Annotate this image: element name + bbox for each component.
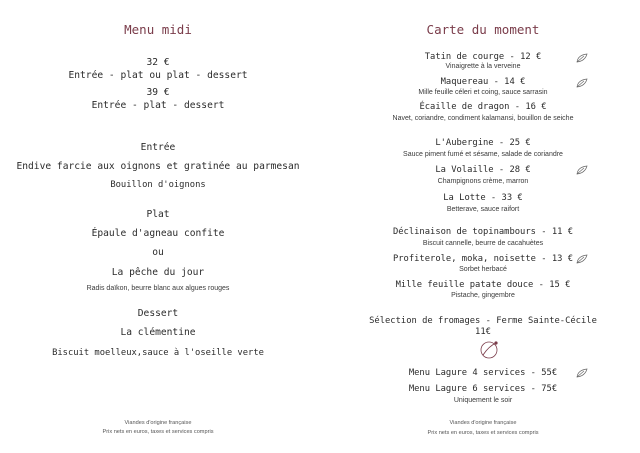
leaf-icon xyxy=(576,78,588,88)
footer-origin: Viandes d'origine française xyxy=(449,420,517,426)
menu-midi-column xyxy=(0,0,316,453)
plat-dish-2-desc: Radis daïkon, beurre blanc aux algues rouges xyxy=(86,285,230,292)
carte-item-desc: Betterave, sauce raifort xyxy=(446,206,520,213)
carte-item-name: Profiterole, moka, noisette - 13 € xyxy=(392,254,574,264)
footer-origin: Viandes d'origine française xyxy=(124,420,192,426)
carte-item-desc: Biscuit cannelle, beurre de cacahuètes xyxy=(422,240,544,247)
carte-item-name: L'Aubergine - 25 € xyxy=(435,138,531,148)
dessert-heading: Dessert xyxy=(137,308,179,319)
formula-b-label: Entrée - plat - dessert xyxy=(91,100,225,111)
plat-heading: Plat xyxy=(146,209,170,220)
carte-item-name: Tatin de courge - 12 € xyxy=(424,52,542,62)
carte-item-desc: Navet, coriandre, condiment kalamansi, bouillon de seiche xyxy=(392,115,574,122)
menu-midi-title: Menu midi xyxy=(124,22,192,37)
entree-heading: Entrée xyxy=(140,142,176,153)
leaf-icon xyxy=(576,165,588,175)
entree-dish: Endive farcie aux oignons et gratinée au parmesan xyxy=(16,161,300,172)
formula-a-price: 32 € xyxy=(146,57,170,68)
formula-a-label: Entrée - plat ou plat - dessert xyxy=(68,70,248,81)
menu-4-services: Menu Lagure 4 services - 55€ xyxy=(408,368,558,378)
carte-item-desc: Vinaigrette à la verveine xyxy=(445,63,521,70)
carte-item-desc: Mille feuille céleri et coing, sauce sarrasin xyxy=(418,89,548,96)
restaurant-logo-icon xyxy=(478,338,502,360)
leaf-icon xyxy=(576,53,588,63)
entree-side: Bouillon d'oignons xyxy=(110,180,206,190)
carte-item-name: Écaille de dragon - 16 € xyxy=(419,102,547,112)
carte-column xyxy=(326,0,640,453)
carte-item-name: La Volaille - 28 € xyxy=(435,165,531,175)
carte-item-name: Mille feuille patate douce - 15 € xyxy=(395,280,571,290)
carte-item-desc: Pistache, gingembre xyxy=(451,292,515,299)
leaf-icon xyxy=(576,254,588,264)
cheese-price: 11€ xyxy=(475,327,491,337)
formula-b-price: 39 € xyxy=(146,87,170,98)
cheese-selection: Sélection de fromages - Ferme Sainte-Cécile xyxy=(369,316,597,326)
plat-dish-2: La pêche du jour xyxy=(111,267,205,278)
leaf-icon xyxy=(576,368,588,378)
carte-title: Carte du moment xyxy=(426,22,540,37)
footer-prices: Prix nets en euros, taxes et services compris xyxy=(427,430,539,436)
carte-item-name: La Lotte - 33 € xyxy=(443,193,523,203)
dessert-dish: La clémentine xyxy=(120,327,196,338)
plat-or: ou xyxy=(152,247,164,258)
dessert-desc: Biscuit moelleux,sauce à l'oseille verte xyxy=(52,348,264,358)
carte-item-name: Maquereau - 14 € xyxy=(440,77,526,87)
carte-item-desc: Sorbet herbacé xyxy=(459,266,507,273)
footer-prices: Prix nets en euros, taxes et services compris xyxy=(102,429,214,435)
carte-item-desc: Sauce piment fumé et sésame, salade de coriandre xyxy=(403,151,563,158)
carte-item-desc: Champignons crème, marron xyxy=(437,178,529,185)
menu-6-note: Uniquement le soir xyxy=(453,397,513,404)
carte-item-name: Déclinaison de topinambours - 11 € xyxy=(392,227,574,237)
plat-dish-1: Épaule d'agneau confite xyxy=(91,228,225,239)
menu-6-services: Menu Lagure 6 services - 75€ xyxy=(408,384,558,394)
